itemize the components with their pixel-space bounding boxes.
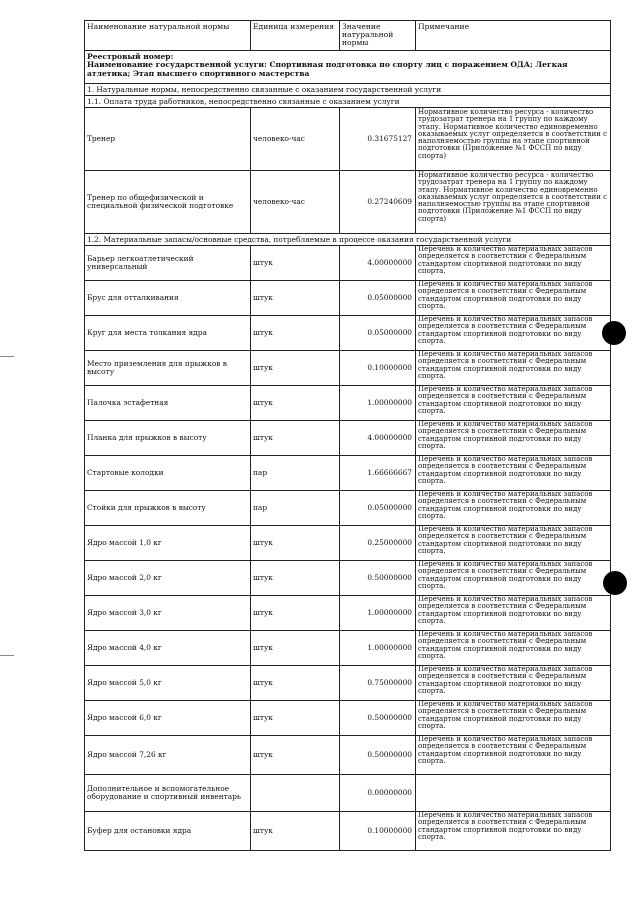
resource-value: 0.10000000 xyxy=(340,351,416,386)
resource-note: Перечень и количество материальных запасов определяется в соответствии с Федеральным стандартом спортивной подготовки по виду спорта. xyxy=(416,631,611,666)
service-name: Наименование государственной услуги: Спортивная подготовка по спорту лиц с поражением ОДА; Легкая атлетика; Этап высшего спортивного мастерства xyxy=(87,60,568,78)
section-row xyxy=(85,96,611,108)
resource-name: Стойки для прыжков в высоту xyxy=(85,491,251,526)
resource-unit: штук xyxy=(251,281,340,316)
resource-unit: штук xyxy=(251,631,340,666)
header-value: Значение натуральной нормы xyxy=(340,21,416,51)
resource-value: 0.50000000 xyxy=(340,701,416,736)
table-row xyxy=(85,736,611,775)
punch-hole-mark xyxy=(603,571,627,595)
resource-note: Перечень и количество материальных запасов определяется в соответствии с Федеральным стандартом спортивной подготовки по виду спорта. xyxy=(416,596,611,631)
resource-name: Барьер легкоатлетический универсальный xyxy=(85,246,251,281)
resource-unit: штук xyxy=(251,351,340,386)
resource-name: Брус для отталкивания xyxy=(85,281,251,316)
resource-value: 0.05000000 xyxy=(340,316,416,351)
resource-value: 0.50000000 xyxy=(340,561,416,596)
table-row xyxy=(85,171,611,234)
resource-value: 0.05000000 xyxy=(340,281,416,316)
resource-name: Буфер для остановки ядра xyxy=(85,812,251,851)
margin-tick-mark xyxy=(0,655,14,656)
resource-note: Перечень и количество материальных запасов определяется в соответствии с Федеральным стандартом спортивной подготовки по виду спорта. xyxy=(416,246,611,281)
table-row xyxy=(85,775,611,812)
resource-name: Тренер xyxy=(85,108,251,171)
resource-unit: штук xyxy=(251,666,340,701)
table-row xyxy=(85,666,611,701)
table-row xyxy=(85,351,611,386)
resource-note: Перечень и количество материальных запасов определяется в соответствии с Федеральным стандартом спортивной подготовки по виду спорта. xyxy=(416,666,611,701)
section-1-1-title: 1.1. Оплата труда работников, непосредственно связанные с оказанием услуги xyxy=(85,96,611,108)
resource-value: 1.00000000 xyxy=(340,631,416,666)
resource-name: Дополнительное и вспомогательное оборудование и спортивный инвентарь xyxy=(85,775,251,812)
punch-hole-mark xyxy=(602,321,626,345)
resource-value: 0.05000000 xyxy=(340,491,416,526)
resource-value: 0.27240609 xyxy=(340,171,416,234)
resource-note: Нормативное количество ресурса - количество трудозатрат тренера на 1 группу по каждому этапу. Нормативное количество единовременно оказываемых услуг определяется в соответствии с наполняемостью группы на этапе спортивной подготовки (Приложение №1 ФССП по виду спорта) xyxy=(416,108,611,171)
resource-unit: штук xyxy=(251,246,340,281)
registry-label: Реестровый номер: xyxy=(87,52,174,61)
resource-unit: штук xyxy=(251,701,340,736)
resource-unit: штук xyxy=(251,421,340,456)
resource-value: 4.00000000 xyxy=(340,246,416,281)
resource-note: Нормативное количество ресурса - количество трудозатрат тренера на 1 группу по каждому этапу. Нормативное количество единовременно оказываемых услуг определяется в соответствии с наполняемостью группы на этапе спортивной подготовки (Приложение №1 ФССП по виду спорта) xyxy=(416,171,611,234)
resource-name: Планка для прыжков в высоту xyxy=(85,421,251,456)
resource-name: Круг для места толкания ядра xyxy=(85,316,251,351)
resource-name: Стартовые колодки xyxy=(85,456,251,491)
resource-note: Перечень и количество материальных запасов определяется в соответствии с Федеральным стандартом спортивной подготовки по виду спорта. xyxy=(416,316,611,351)
resource-value: 0.75000000 xyxy=(340,666,416,701)
resource-value: 0.31675127 xyxy=(340,108,416,171)
table-row xyxy=(85,631,611,666)
document-page xyxy=(84,20,608,851)
resource-name: Ядро массой 7,26 кг xyxy=(85,736,251,775)
resource-note: Перечень и количество материальных запасов определяется в соответствии с Федеральным стандартом спортивной подготовки по виду спорта. xyxy=(416,526,611,561)
resource-value: 0.10000000 xyxy=(340,812,416,851)
resource-unit: штук xyxy=(251,561,340,596)
header-name: Наименование натуральной нормы xyxy=(85,21,251,51)
section-1-title: 1. Натуральные нормы, непосредственно связанные с оказанием государственной услуги xyxy=(85,84,611,96)
resource-name: Ядро массой 5,0 кг xyxy=(85,666,251,701)
section-row xyxy=(85,234,611,246)
resource-unit: человеко-час xyxy=(251,171,340,234)
resource-value: 0.00000000 xyxy=(340,775,416,812)
table-row xyxy=(85,561,611,596)
resource-value: 0.25000000 xyxy=(340,526,416,561)
resource-note xyxy=(416,775,611,812)
norms-table xyxy=(84,20,611,851)
resource-unit: штук xyxy=(251,812,340,851)
resource-note: Перечень и количество материальных запасов определяется в соответствии с Федеральным стандартом спортивной подготовки по виду спорта. xyxy=(416,351,611,386)
section-1-2-title: 1.2. Материальные запасы/основные средства, потребляемые в процессе оказания государственной услуги xyxy=(85,234,611,246)
resource-unit: штук xyxy=(251,316,340,351)
resource-name: Ядро массой 4,0 кг xyxy=(85,631,251,666)
resource-name: Ядро массой 6,0 кг xyxy=(85,701,251,736)
resource-value: 0.50000000 xyxy=(340,736,416,775)
resource-value: 1.66666667 xyxy=(340,456,416,491)
resource-name: Место приземления для прыжков в высоту xyxy=(85,351,251,386)
resource-unit: штук xyxy=(251,736,340,775)
header-unit: Единица измерения xyxy=(251,21,340,51)
table-row xyxy=(85,456,611,491)
resource-note: Перечень и количество материальных запасов определяется в соответствии с Федеральным стандартом спортивной подготовки по виду спорта. xyxy=(416,736,611,775)
resource-note: Перечень и количество материальных запасов определяется в соответствии с Федеральным стандартом спортивной подготовки по виду спорта. xyxy=(416,421,611,456)
table-row xyxy=(85,421,611,456)
table-row xyxy=(85,491,611,526)
table-row xyxy=(85,316,611,351)
table-row xyxy=(85,281,611,316)
resource-note: Перечень и количество материальных запасов определяется в соответствии с Федеральным стандартом спортивной подготовки по виду спорта. xyxy=(416,491,611,526)
registry-row xyxy=(85,51,611,84)
resource-unit: штук xyxy=(251,526,340,561)
resource-note: Перечень и количество материальных запасов определяется в соответствии с Федеральным стандартом спортивной подготовки по виду спорта. xyxy=(416,386,611,421)
table-header-row xyxy=(85,21,611,51)
resource-unit: пар xyxy=(251,456,340,491)
section-row xyxy=(85,84,611,96)
table-row xyxy=(85,812,611,851)
table-row xyxy=(85,246,611,281)
resource-name: Тренер по общефизической и специальной физической подготовке xyxy=(85,171,251,234)
resource-note: Перечень и количество материальных запасов определяется в соответствии с Федеральным стандартом спортивной подготовки по виду спорта. xyxy=(416,812,611,851)
table-row xyxy=(85,108,611,171)
resource-unit: штук xyxy=(251,596,340,631)
table-row xyxy=(85,596,611,631)
resource-value: 1.00000000 xyxy=(340,596,416,631)
resource-unit: человеко-час xyxy=(251,108,340,171)
resource-note: Перечень и количество материальных запасов определяется в соответствии с Федеральным стандартом спортивной подготовки по виду спорта. xyxy=(416,701,611,736)
resource-note: Перечень и количество материальных запасов определяется в соответствии с Федеральным стандартом спортивной подготовки по виду спорта. xyxy=(416,456,611,491)
table-row xyxy=(85,701,611,736)
resource-name: Ядро массой 2,0 кг xyxy=(85,561,251,596)
margin-tick-mark xyxy=(0,356,14,357)
resource-name: Ядро массой 3,0 кг xyxy=(85,596,251,631)
resource-note: Перечень и количество материальных запасов определяется в соответствии с Федеральным стандартом спортивной подготовки по виду спорта. xyxy=(416,561,611,596)
resource-note: Перечень и количество материальных запасов определяется в соответствии с Федеральным стандартом спортивной подготовки по виду спорта. xyxy=(416,281,611,316)
table-row xyxy=(85,386,611,421)
resource-name: Палочка эстафетная xyxy=(85,386,251,421)
table-row xyxy=(85,526,611,561)
registry-cell xyxy=(85,51,611,84)
resource-name: Ядро массой 1,0 кг xyxy=(85,526,251,561)
resource-value: 4.00000000 xyxy=(340,421,416,456)
resource-unit xyxy=(251,775,340,812)
resource-value: 1.00000000 xyxy=(340,386,416,421)
resource-unit: пар xyxy=(251,491,340,526)
header-note: Примечание xyxy=(416,21,611,51)
resource-unit: штук xyxy=(251,386,340,421)
